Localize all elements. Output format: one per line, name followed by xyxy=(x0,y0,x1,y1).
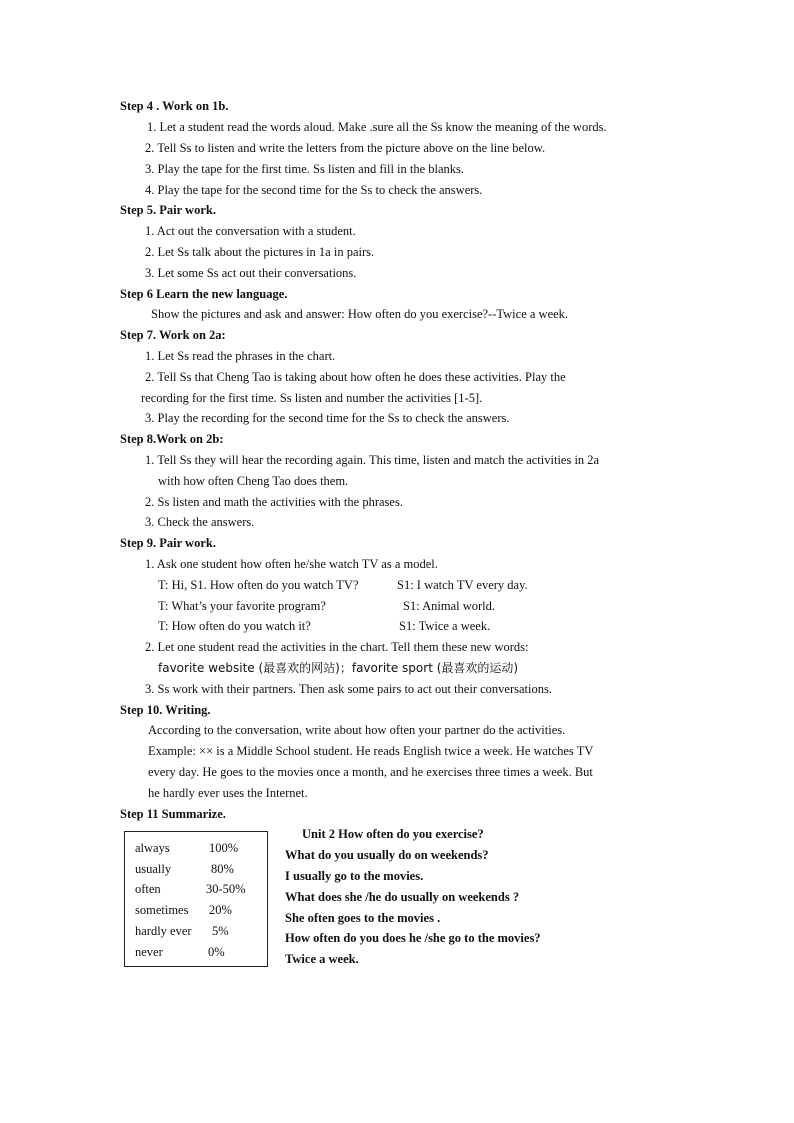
step4-heading: Step 4 . Work on 1b. xyxy=(120,99,229,113)
step9-heading: Step 9. Pair work. xyxy=(120,536,216,550)
step10-intro: According to the conversation, write about how often your partner do the activities. xyxy=(148,723,566,737)
step4-item-4: 4. Play the tape for the second time for the Ss to check the answers. xyxy=(145,183,483,197)
step7-heading: Step 7. Work on 2a: xyxy=(120,328,226,342)
step9-item-1: 1. Ask one student how often he/she watch TV as a model. xyxy=(145,557,438,571)
step8-item-3: 3. Check the answers. xyxy=(145,515,255,529)
step10-heading: Step 10. Writing. xyxy=(120,703,211,717)
step9-new-words: favorite website (最喜欢的网站)；favorite sport (最喜欢的运动) xyxy=(158,661,519,675)
step7-item-1: 1. Let Ss read the phrases in the chart. xyxy=(145,349,336,363)
step9-item-2: 2. Let one student read the activities in the chart. Tell them these new words: xyxy=(145,640,529,654)
step5-item-1: 1. Act out the conversation with a student. xyxy=(145,224,356,238)
dialog-teacher-1: T: Hi, S1. How often do you watch TV? xyxy=(158,578,359,592)
summary-line-6: Twice a week. xyxy=(285,952,359,966)
step5-item-3: 3. Let some Ss act out their conversations. xyxy=(145,266,357,280)
freq-pct-hardly-ever: 5% xyxy=(212,924,229,938)
step10-example-2: every day. He goes to the movies once a month, and he exercises three times a week. But xyxy=(148,765,593,779)
dialog-teacher-2: T: What’s your favorite program? xyxy=(158,599,326,613)
summary-line-4: She often goes to the movies . xyxy=(285,911,441,925)
freq-pct-never: 0% xyxy=(208,945,225,959)
freq-word-always: always xyxy=(135,841,170,855)
step4-item-3: 3. Play the tape for the first time. Ss listen and fill in the blanks. xyxy=(145,162,465,176)
freq-pct-always: 100% xyxy=(209,841,239,855)
step8-item-2: 2. Ss listen and math the activities with the phrases. xyxy=(145,495,403,509)
summary-unit-title: Unit 2 How often do you exercise? xyxy=(302,827,484,841)
step10-example-3: he hardly ever uses the Internet. xyxy=(148,786,308,800)
step6-heading: Step 6 Learn the new language. xyxy=(120,287,288,301)
summary-line-2: I usually go to the movies. xyxy=(285,869,424,883)
freq-word-usually: usually xyxy=(135,862,172,876)
step10-example-1: Example: ×× is a Middle School student. He reads English twice a week. He watches TV xyxy=(148,744,594,758)
step7-item-3: 3. Play the recording for the second time for the Ss to check the answers. xyxy=(145,411,510,425)
step6-text: Show the pictures and ask and answer: How often do you exercise?--Twice a week. xyxy=(151,307,569,321)
step4-item-1: 1. Let a student read the words aloud. Make .sure all the Ss know the meaning of the words. xyxy=(147,120,607,134)
step7-item-2-cont: recording for the first time. Ss listen and number the activities [1-5]. xyxy=(141,391,483,405)
freq-pct-sometimes: 20% xyxy=(209,903,232,917)
freq-word-never: never xyxy=(135,945,163,959)
step9-item-3: 3. Ss work with their partners. Then ask some pairs to act out their conversations. xyxy=(145,682,552,696)
freq-word-hardly-ever: hardly ever xyxy=(135,924,192,938)
freq-word-sometimes: sometimes xyxy=(135,903,189,917)
step8-item-1: 1. Tell Ss they will hear the recording again. This time, listen and match the activities in 2a xyxy=(145,453,600,467)
step8-item-1-cont: with how often Cheng Tao does them. xyxy=(158,474,349,488)
freq-pct-often: 30-50% xyxy=(206,882,246,896)
summary-line-1: What do you usually do on weekends? xyxy=(285,848,489,862)
step11-heading: Step 11 Summarize. xyxy=(120,807,226,821)
dialog-teacher-3: T: How often do you watch it? xyxy=(158,619,311,633)
step7-item-2: 2. Tell Ss that Cheng Tao is taking about how often he does these activities. Play the xyxy=(145,370,566,384)
step8-heading: Step 8.Work on 2b: xyxy=(120,432,224,446)
summary-line-3: What does she /he do usually on weekends ? xyxy=(285,890,520,904)
step5-heading: Step 5. Pair work. xyxy=(120,203,216,217)
freq-pct-usually: 80% xyxy=(211,862,234,876)
dialog-student-3: S1: Twice a week. xyxy=(399,619,491,633)
summary-line-5: How often do you does he /she go to the movies? xyxy=(285,931,541,945)
freq-word-often: often xyxy=(135,882,161,896)
step5-item-2: 2. Let Ss talk about the pictures in 1a in pairs. xyxy=(145,245,375,259)
dialog-student-1: S1: I watch TV every day. xyxy=(397,578,528,592)
step4-item-2: 2. Tell Ss to listen and write the letters from the picture above on the line below. xyxy=(145,141,546,155)
dialog-student-2: S1: Animal world. xyxy=(403,599,496,613)
